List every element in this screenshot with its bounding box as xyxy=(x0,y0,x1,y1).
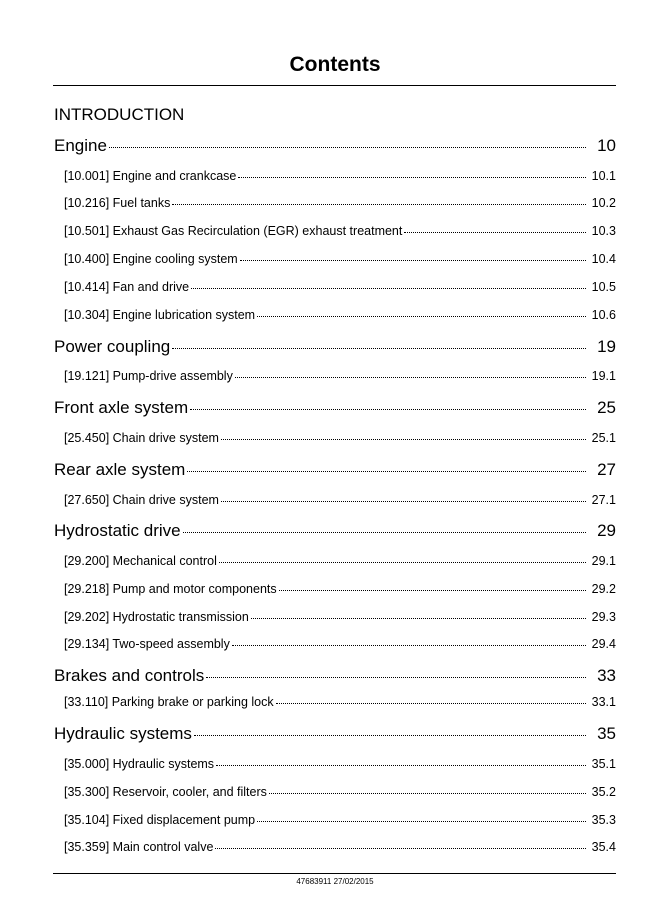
toc-section-page: 19 xyxy=(597,337,616,356)
toc-section-page: 27 xyxy=(597,460,616,479)
toc-section[interactable] xyxy=(54,521,616,541)
toc-entry-page: 29.3 xyxy=(591,610,616,624)
toc-entry-label: [35.359] Main control valve xyxy=(64,840,214,854)
dot-leader xyxy=(172,204,586,205)
toc-entry-label: [35.300] Reservoir, cooler, and filters xyxy=(64,785,267,799)
toc-section-page: 25 xyxy=(597,398,616,417)
toc-section-label: Front axle system xyxy=(54,398,189,417)
dot-leader xyxy=(194,735,586,736)
toc-entry[interactable] xyxy=(64,553,616,569)
toc-entry-label: [10.501] Exhaust Gas Recirculation (EGR) exhaust treatment xyxy=(64,224,403,238)
toc-section-label: Engine xyxy=(54,136,107,155)
toc-entry[interactable] xyxy=(64,694,616,710)
toc-entry-page: 33.1 xyxy=(591,695,616,709)
toc-entry-label: [25.450] Chain drive system xyxy=(64,431,219,445)
dot-leader xyxy=(219,562,586,563)
toc-entry-page: 35.1 xyxy=(591,757,616,771)
toc-section-label: Hydrostatic drive xyxy=(54,521,181,540)
toc-section-label: Power coupling xyxy=(54,337,171,356)
toc-entry-label: [29.134] Two-speed assembly xyxy=(64,637,230,651)
dot-leader xyxy=(221,501,586,502)
toc-entry-label: [29.200] Mechanical control xyxy=(64,554,217,568)
toc-section-page: 35 xyxy=(597,724,616,743)
page-title: Contents xyxy=(289,53,381,76)
toc-entry[interactable] xyxy=(64,195,616,211)
toc-entry-page: 10.4 xyxy=(591,252,616,266)
title-divider xyxy=(53,85,616,86)
toc-entry[interactable] xyxy=(64,784,616,800)
dot-leader xyxy=(221,439,586,440)
toc-section-label: Rear axle system xyxy=(54,460,186,479)
dot-leader xyxy=(191,288,586,289)
toc-section[interactable] xyxy=(54,398,616,418)
toc-entry-page: 35.2 xyxy=(591,785,616,799)
toc-entry[interactable] xyxy=(64,839,616,855)
toc-entry-label: [35.104] Fixed displacement pump xyxy=(64,813,256,827)
toc-section-page: 10 xyxy=(597,136,616,155)
toc-entry-page: 10.5 xyxy=(591,280,616,294)
toc-entry[interactable] xyxy=(64,223,616,239)
toc-entry-page: 35.3 xyxy=(591,813,616,827)
toc-entry-page: 10.3 xyxy=(591,224,616,238)
toc-entry-page: 27.1 xyxy=(591,493,616,507)
dot-leader xyxy=(172,348,586,349)
toc-entry-label: [10.414] Fan and drive xyxy=(64,280,190,294)
toc-entry-page: 19.1 xyxy=(591,369,616,383)
dot-leader xyxy=(251,618,586,619)
dot-leader xyxy=(235,377,586,378)
toc-section[interactable] xyxy=(54,724,616,744)
toc-section-page: 33 xyxy=(597,666,616,685)
toc-entry-label: [35.000] Hydraulic systems xyxy=(64,757,215,771)
toc-section[interactable] xyxy=(54,136,616,156)
toc-section-page: 29 xyxy=(597,521,616,540)
toc-entry-page: 29.4 xyxy=(591,637,616,651)
dot-leader xyxy=(276,703,586,704)
toc-entry[interactable] xyxy=(64,251,616,267)
dot-leader xyxy=(269,793,586,794)
dot-leader xyxy=(206,677,586,678)
toc-entry-page: 25.1 xyxy=(591,431,616,445)
footer-document-id: 47683911 27/02/2015 xyxy=(296,877,374,886)
toc-section[interactable] xyxy=(54,666,616,686)
footer-divider xyxy=(53,873,616,874)
toc-entry[interactable] xyxy=(64,492,616,508)
toc-section[interactable] xyxy=(54,337,616,357)
toc-section[interactable] xyxy=(54,460,616,480)
toc-entry-label: [10.400] Engine cooling system xyxy=(64,252,238,266)
dot-leader xyxy=(215,848,586,849)
introduction-heading[interactable]: INTRODUCTION xyxy=(54,105,185,124)
toc-entry[interactable] xyxy=(64,307,616,323)
dot-leader xyxy=(240,260,586,261)
toc-entry-label: [29.202] Hydrostatic transmission xyxy=(64,610,249,624)
toc-entry[interactable] xyxy=(64,168,616,184)
toc-entry-page: 35.4 xyxy=(591,840,616,854)
dot-leader xyxy=(404,232,586,233)
dot-leader xyxy=(216,765,586,766)
toc-section-label: Brakes and controls xyxy=(54,666,205,685)
toc-entry[interactable] xyxy=(64,756,616,772)
toc-entry-label: [29.218] Pump and motor components xyxy=(64,582,277,596)
toc-entry[interactable] xyxy=(64,279,616,295)
dot-leader xyxy=(109,147,586,148)
toc-entry-label: [10.216] Fuel tanks xyxy=(64,196,171,210)
dot-leader xyxy=(279,590,586,591)
dot-leader xyxy=(238,177,586,178)
dot-leader xyxy=(257,821,586,822)
toc-entry-page: 10.1 xyxy=(591,169,616,183)
toc-entry[interactable] xyxy=(64,812,616,828)
toc-entry-page: 29.1 xyxy=(591,554,616,568)
toc-entry-label: [27.650] Chain drive system xyxy=(64,493,219,507)
toc-entry-label: [33.110] Parking brake or parking lock xyxy=(64,695,274,709)
toc-entry-label: [10.304] Engine lubrication system xyxy=(64,308,256,322)
toc-entry[interactable] xyxy=(64,581,616,597)
toc-entry-page: 29.2 xyxy=(591,582,616,596)
dot-leader xyxy=(187,471,586,472)
toc-entry[interactable] xyxy=(64,368,616,384)
toc-entry[interactable] xyxy=(64,636,616,652)
toc-entry-label: [10.001] Engine and crankcase xyxy=(64,169,237,183)
dot-leader xyxy=(257,316,586,317)
toc-entry[interactable] xyxy=(64,609,616,625)
toc-entry-page: 10.2 xyxy=(591,196,616,210)
toc-entry-label: [19.121] Pump-drive assembly xyxy=(64,369,233,383)
toc-entry-page: 10.6 xyxy=(591,308,616,322)
dot-leader xyxy=(190,409,586,410)
toc-entry[interactable] xyxy=(64,430,616,446)
dot-leader xyxy=(232,645,586,646)
toc-section-label: Hydraulic systems xyxy=(54,724,192,743)
dot-leader xyxy=(183,532,586,533)
